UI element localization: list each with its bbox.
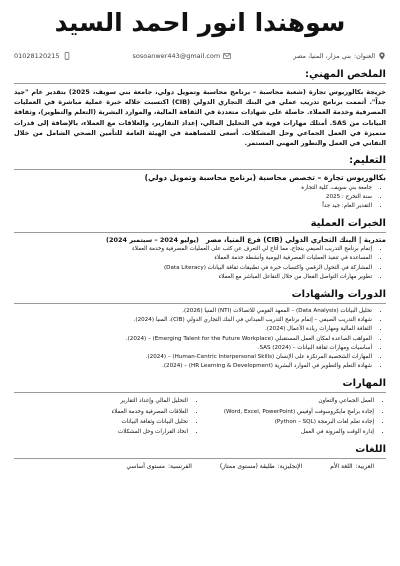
section-divider — [14, 458, 386, 459]
list-item: • شهادة التعلم والتطوير في الموارد البشرية (HR Learning & Development) – (2024). — [14, 362, 372, 371]
section-divider — [14, 83, 386, 84]
skills-title: المهارات — [342, 378, 386, 390]
education-list — [14, 184, 386, 211]
list-item: • المهارات الشخصية المرتكزة على الإنسان (Human-Centric Interpersonal Skills) – (2024). — [14, 353, 372, 362]
experience-list — [14, 245, 386, 282]
phone-icon — [63, 52, 71, 60]
list-item: • إتمام برنامج التدريب الصيفي بنجاح، مما أتاح لي التعرف عن كثب على العمليات المصرفية وخدمة العملاء — [14, 245, 372, 254]
address-text: بني مزار، المنيا، مصر — [293, 52, 351, 60]
list-item: • العلاقات المصرفية وخدمة العملاء — [14, 407, 188, 417]
language-level: اللغة الأم — [330, 463, 353, 471]
section-divider — [14, 392, 386, 393]
language-level: طليقة (مستوى ممتاز) — [219, 463, 275, 471]
section-divider — [14, 169, 386, 170]
address-item — [293, 52, 386, 60]
language-item — [126, 463, 192, 470]
list-item: • تحليل البيانات وثقافة البيانات — [14, 417, 188, 427]
phone-item[interactable] — [14, 52, 71, 60]
list-item: • إجادة تعلم لغات البرمجة (Python – SQL) — [200, 417, 374, 427]
language-level: مستوى أساسي — [126, 463, 165, 471]
email-icon — [223, 52, 231, 60]
language-item — [220, 463, 302, 470]
list-item: • اتخاذ القرارات وحل المشكلات — [14, 427, 188, 437]
experience-title: الخبرات العملية — [310, 218, 386, 230]
list-item: • أساسيات ومهارات ثقافة البيانات – SAS (2024). — [14, 344, 372, 353]
phone-text[interactable]: 01028120215 — [14, 52, 60, 60]
list-item: • شهادة التدريب الصيفي – إتمام برنامج التدريب الميداني في البنك التجاري الدولي (CIB)، المنيا (2024). — [14, 316, 372, 325]
language-item — [330, 463, 374, 470]
list-item: • التقدير العام: جيد جداً — [14, 202, 372, 211]
list-item: • المواهب الصاعدة لمكان العمل المستقبلي (Emerging Talent for the Future Workplace) – (2024). — [14, 335, 372, 344]
job-date: (يوليو 2024 – سبتمبر 2024) — [106, 236, 199, 245]
section-divider — [14, 232, 386, 233]
list-item: • إدارة الوقت والمرونة في العمل — [200, 427, 374, 437]
list-item: • الثقافة المالية ومهارات ريادة الأعمال (2024). — [14, 325, 372, 334]
email-text[interactable]: sosoanwer443@gmail.com — [132, 52, 221, 60]
language-name: الفرنسية: — [167, 463, 192, 471]
list-item: • جامعة بني سويف، كلية التجارة — [14, 184, 372, 193]
languages-list — [14, 463, 386, 470]
list-item: • تطوير مهارات التواصل الفعال من خلال التفاعل المباشر مع العملاء — [14, 273, 372, 282]
location-icon — [378, 52, 386, 60]
courses-title: الدورات والشهادات — [291, 289, 386, 301]
skills-column-right — [200, 396, 386, 437]
email-item[interactable] — [133, 52, 232, 60]
list-item: • التحليل المالي وإعداد التقارير — [14, 396, 188, 406]
job-header — [14, 236, 386, 244]
language-name: الإنجليزية: — [277, 463, 303, 471]
candidate-name: سوهندا انور احمد السيد — [54, 8, 346, 37]
education-title: التعليم: — [349, 155, 386, 167]
summary-title: الملخص المهني: — [305, 69, 386, 80]
summary-text: خريجة بكالوريوس تجارة (شعبة محاسبة – برنامج محاسبة وتمويل دولي، جامعة بني سويف، 2025) بتقدير عام "جيد جداً". أتممت برنامج تدريب عملي في البنك التجاري الدولي (CIB) اكتسبت خلاله خبرة عملية مباشرة في العمليات المصرفية وخدمة العملاء. حاصلة على شهادات متعددة في الثقافة المالية، والموارد البشرية (التعلم والتطوير)، وثقافة البيانات من SAS. أمتلك مهارات قوية في التحليل المالي، إعداد التقارير، والعلاقات مع العملاء، بالإضافة إلى قدرات متميزة في العمل الجماعي وحل المشكلات. أسعى للمساهمة في الهيئة العامة للتأمين الصحي الشامل من خلال التفاني في العمل والتطور المهني المستمر. — [14, 88, 386, 148]
contact-bar — [14, 50, 386, 62]
skills-column-left — [14, 396, 200, 437]
list-item: • إجادة برامج مايكروسوفت أوفيس (Word, Excel, PowerPoint) — [200, 407, 374, 417]
list-item: • المشاركة في التحول الرقمي واكتساب خبرة في تطبيقات ثقافة البيانات (Data Literacy) — [14, 264, 372, 273]
list-item: • تحليل البيانات (Data Analysis) – المعهد القومي للاتصالات (NTI) المنيا (2026). — [14, 307, 372, 316]
address-label: العنوان: — [353, 52, 375, 60]
language-name: العربية: — [355, 463, 374, 471]
list-item: • المساعدة في تنفيذ العمليات المصرفية اليومية وأنشطة خدمة العملاء — [14, 254, 372, 263]
languages-title: اللغات — [355, 444, 386, 456]
job-title: متدربة | البنك التجاري الدولي (CIB) فرع المنيا، مصر — [205, 236, 386, 245]
education-degree: بكالوريوس تجارة – تخصص محاسبة (برنامج محاسبة وتمويل دولي) — [144, 173, 386, 183]
skills-grid — [14, 396, 386, 437]
list-item: • سنة التخرج : 2025 — [14, 193, 372, 202]
section-divider — [14, 303, 386, 304]
list-item: • العمل الجماعي والتعاون — [200, 396, 374, 406]
courses-list — [14, 307, 386, 371]
